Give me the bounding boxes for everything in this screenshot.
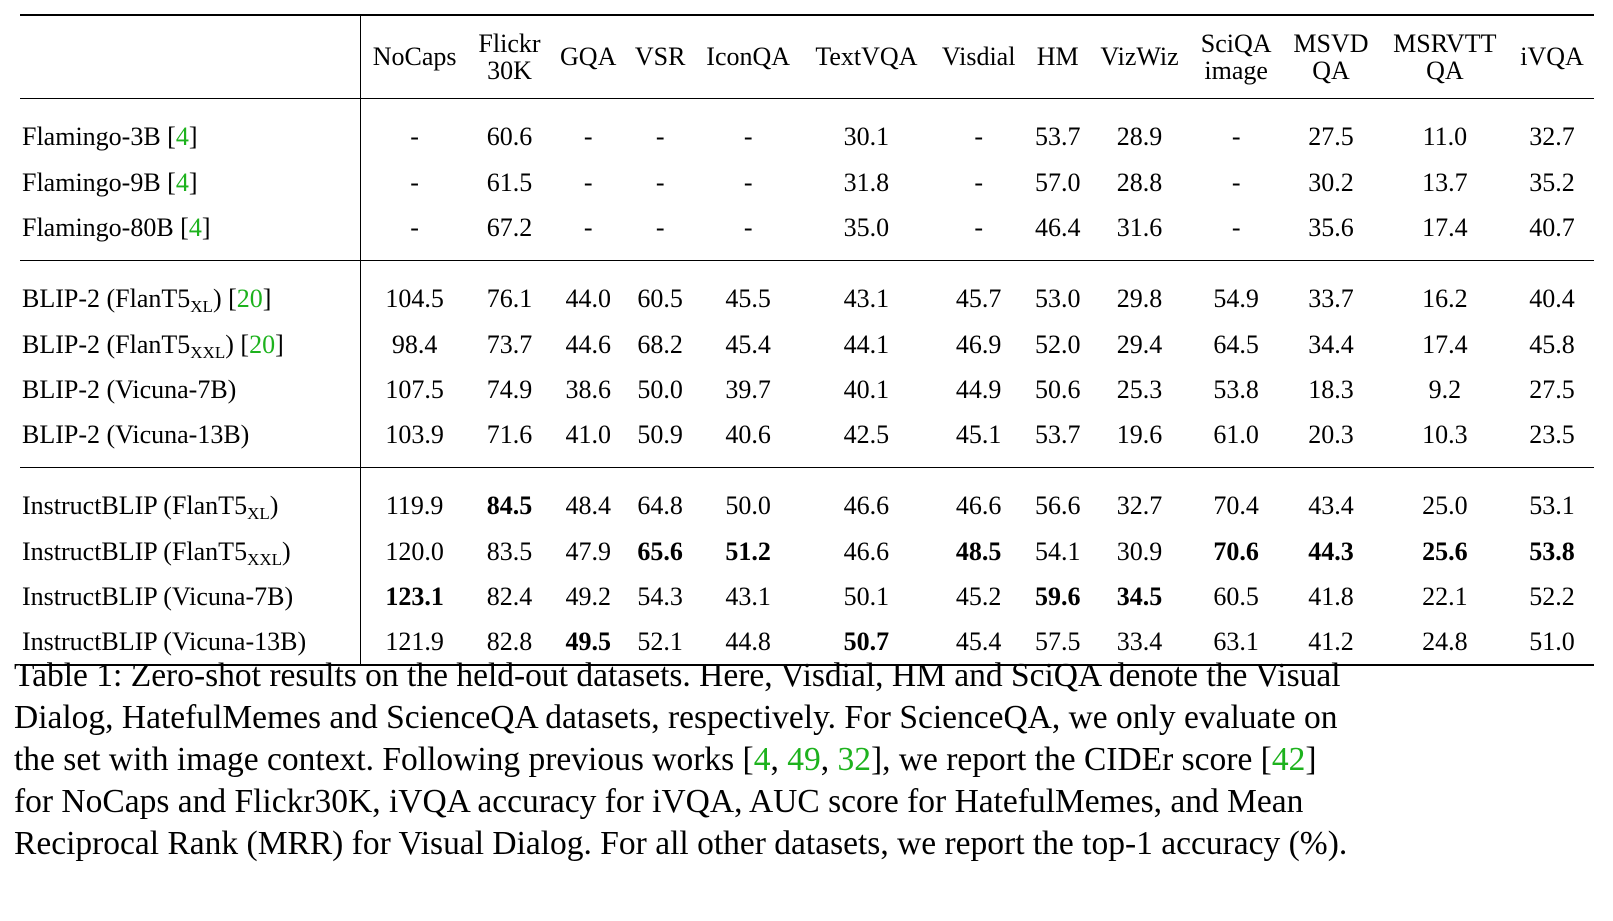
value-cell: 40.1 (843, 374, 890, 404)
column-header-label: iVQA (1520, 42, 1584, 72)
value-cell: 48.4 (565, 490, 611, 520)
value-cell: - (1190, 205, 1282, 261)
model-name: InstructBLIP (Vicuna-7B) (22, 581, 294, 611)
model-name-cell: Flamingo-3B [4] (20, 99, 360, 161)
model-name: BLIP-2 (Vicuna-13B) (22, 419, 250, 449)
value-cell: 28.8 (1116, 167, 1163, 197)
caption-text: ] (1305, 741, 1317, 778)
value-cell: - (360, 205, 468, 261)
model-name: InstructBLIP (FlanT5 (22, 536, 248, 566)
value-cell: 46.6 (843, 536, 890, 566)
value-cell: 73.7 (486, 329, 533, 359)
value-cell: - (974, 121, 983, 151)
value-cell: 25.0 (1422, 490, 1468, 520)
value-cell: - (743, 121, 753, 151)
column-header-label: Visdial (941, 42, 1016, 72)
column-header-label: TextVQA (815, 42, 918, 72)
value-cell: 41.0 (551, 412, 626, 468)
caption-text: for NoCaps and Flickr30K, iVQA accuracy for iVQA, AUC score for HatefulMemes, and Mean (14, 783, 1304, 820)
caption-text: ], we report the CIDEr score [ (870, 741, 1272, 778)
column-header-label: SciQA (1200, 28, 1272, 58)
value-cell: 43.1 (843, 283, 890, 313)
value-cell: 44.0 (565, 283, 611, 313)
citation-link[interactable]: 4 (175, 167, 189, 197)
citation-link[interactable]: 4 (188, 212, 202, 242)
value-cell: 54.3 (637, 581, 683, 611)
model-name: Flamingo-9B (22, 167, 161, 197)
table-row (20, 468, 1594, 530)
value-cell: 57.5 (1026, 619, 1089, 665)
value-cell: 53.7 (1026, 412, 1089, 468)
citation-link[interactable]: 20 (236, 283, 263, 313)
table-caption (14, 655, 1604, 865)
model-name-suffix: ) (212, 283, 222, 313)
value-cell: 56.6 (1034, 490, 1081, 520)
results-table (20, 14, 1594, 666)
column-header-label: IconQA (706, 42, 791, 72)
column-header-label: VizWiz (1100, 42, 1179, 72)
column-header (931, 15, 1026, 99)
value-cell: 24.8 (1380, 619, 1510, 665)
value-cell: 60.6 (486, 121, 533, 151)
value-cell: 50.1 (843, 581, 890, 611)
column-header-label-line2: QA (1426, 56, 1464, 85)
model-name-cell (20, 367, 360, 412)
caption-line (14, 823, 1604, 865)
value-cell: 28.9 (1116, 121, 1163, 151)
table-row (20, 322, 1594, 367)
value-cell: 84.5 (486, 490, 533, 520)
citation-link[interactable]: 42 (1271, 741, 1306, 778)
value-cell: 45.1 (931, 412, 1026, 468)
value-cell: 32.7 (1116, 490, 1163, 520)
value-cell: - (410, 167, 419, 197)
column-header-label: Flickr (478, 28, 541, 58)
value-cell: 46.4 (1026, 205, 1089, 261)
caption-text: Reciprocal Rank (MRR) for Visual Dialog. For all other datasets, we report the top-1 accuracy (%). (14, 825, 1348, 862)
value-cell: 83.5 (486, 536, 533, 566)
value-cell: 71.6 (468, 412, 550, 468)
column-header (694, 15, 801, 99)
model-name: InstructBLIP (FlanT5 (22, 490, 248, 520)
value-cell: 23.5 (1510, 412, 1594, 468)
value-cell: 82.4 (486, 581, 533, 611)
value-cell: 51.2 (725, 536, 771, 566)
column-header-label: GQA (560, 42, 617, 72)
value-cell: 104.5 (385, 283, 444, 313)
model-name-cell (20, 574, 360, 619)
value-cell: 19.6 (1089, 412, 1190, 468)
caption-line (14, 655, 1604, 697)
value-cell: 18.3 (1308, 374, 1354, 404)
value-cell: 35.6 (1282, 205, 1379, 261)
value-cell: 40.4 (1529, 283, 1575, 313)
value-cell: 45.5 (725, 283, 771, 313)
value-cell: 11.0 (1422, 121, 1468, 151)
citation-link[interactable]: 49 (787, 741, 821, 778)
results-table-container (20, 14, 1594, 666)
value-cell: 39.7 (725, 374, 771, 404)
value-cell: 61.0 (1190, 412, 1282, 468)
model-name: Flamingo-80B (22, 212, 174, 242)
value-cell: - (626, 205, 695, 261)
value-cell: 17.4 (1380, 205, 1510, 261)
value-cell: 67.2 (468, 205, 550, 261)
value-cell: - (551, 205, 626, 261)
model-name: BLIP-2 (FlanT5 (22, 283, 191, 313)
table-header-row (20, 15, 1594, 99)
value-cell: 64.5 (1213, 329, 1259, 359)
table-row (20, 412, 1594, 468)
value-cell: 123.1 (385, 581, 444, 611)
value-cell: 45.8 (1529, 329, 1575, 359)
value-cell: 25.3 (1116, 374, 1163, 404)
model-name-subscript: XL (247, 503, 270, 523)
value-cell: 107.5 (385, 374, 444, 404)
model-name: Flamingo-3B (22, 121, 161, 151)
value-cell: 45.7 (955, 283, 1002, 313)
value-cell: 42.5 (802, 412, 931, 468)
value-cell: - (974, 167, 983, 197)
value-cell: 33.7 (1308, 283, 1354, 313)
column-header-label: HM (1036, 42, 1079, 72)
value-cell: 53.0 (1034, 283, 1081, 313)
value-cell: 20.3 (1282, 412, 1379, 468)
value-cell: 45.4 (931, 619, 1026, 665)
value-cell: 40.7 (1510, 205, 1594, 261)
value-cell: 61.5 (486, 167, 533, 197)
model-name: BLIP-2 (FlanT5 (22, 329, 191, 359)
model-name-cell: BLIP-2 $(FlanT5_{XXL})$ [20] (20, 322, 360, 367)
model-name-cell (20, 468, 360, 530)
column-header-label-line2: QA (1312, 56, 1350, 85)
header-cell-model (20, 15, 360, 99)
value-cell: 59.6 (1034, 581, 1081, 611)
value-cell: 57.0 (1034, 167, 1081, 197)
caption-line (14, 697, 1604, 739)
value-cell: 43.1 (725, 581, 771, 611)
value-cell: 47.9 (565, 536, 611, 566)
column-header (360, 15, 468, 99)
value-cell: 70.6 (1213, 536, 1259, 566)
table-row (20, 205, 1594, 261)
value-cell: - (655, 121, 665, 151)
citation-link[interactable]: 4 (753, 741, 771, 778)
column-header (1380, 15, 1510, 99)
value-cell: - (743, 167, 753, 197)
column-header-label-line2: 30K (487, 56, 532, 85)
column-header (626, 15, 695, 99)
value-cell: 49.5 (551, 619, 626, 665)
table-row (20, 367, 1594, 412)
value-cell: - (655, 167, 665, 197)
value-cell: 46.6 (955, 490, 1002, 520)
column-header-label: NoCaps (372, 42, 457, 72)
value-cell: 34.4 (1308, 329, 1354, 359)
value-cell: 27.5 (1529, 374, 1575, 404)
value-cell: 68.2 (637, 329, 683, 359)
value-cell: 53.7 (1034, 121, 1081, 151)
caption-text: , (820, 741, 838, 778)
column-header (1026, 15, 1089, 99)
value-cell: 30.2 (1308, 167, 1354, 197)
column-header (551, 15, 626, 99)
value-cell: 31.8 (843, 167, 890, 197)
value-cell: 51.0 (1510, 619, 1594, 665)
model-name-suffix: ) (225, 329, 234, 359)
value-cell: 44.6 (565, 329, 611, 359)
value-cell: 50.9 (626, 412, 695, 468)
value-cell: 52.1 (626, 619, 695, 665)
table-row (20, 99, 1594, 161)
column-header-label: MSVD (1293, 28, 1369, 58)
value-cell: 54.9 (1213, 283, 1259, 313)
value-cell: 70.4 (1213, 490, 1259, 520)
value-cell: 120.0 (385, 536, 444, 566)
value-cell: 34.5 (1116, 581, 1163, 611)
value-cell: 60.5 (1213, 581, 1259, 611)
model-name-cell: Flamingo-9B [4] (20, 160, 360, 205)
value-cell: 53.8 (1213, 374, 1259, 404)
value-cell: - (410, 121, 419, 151)
model-name: InstructBLIP (Vicuna-13B) (22, 626, 307, 656)
value-cell: 29.8 (1116, 283, 1163, 313)
model-name-suffix: ) (282, 536, 291, 566)
column-header (1282, 15, 1379, 99)
table-row (20, 574, 1594, 619)
table-row (20, 529, 1594, 574)
citation-link[interactable]: 32 (837, 741, 871, 778)
column-header-label: VSR (634, 42, 686, 72)
value-cell: 44.9 (955, 374, 1002, 404)
value-cell: 33.4 (1089, 619, 1190, 665)
model-name-cell: BLIP-2 $(FlanT5_{XL})$ [20] (20, 261, 360, 323)
column-header (1190, 15, 1282, 99)
value-cell: - (1231, 167, 1241, 197)
value-cell: 46.9 (955, 329, 1002, 359)
value-cell: 10.3 (1380, 412, 1510, 468)
column-header-label: MSRVTT (1393, 28, 1497, 58)
value-cell: 38.6 (565, 374, 611, 404)
table-body (20, 99, 1594, 666)
value-cell: 41.2 (1282, 619, 1379, 665)
column-header (802, 15, 931, 99)
value-cell: 35.0 (802, 205, 931, 261)
value-cell: 82.8 (468, 619, 550, 665)
value-cell: 25.6 (1422, 536, 1468, 566)
value-cell: 44.8 (694, 619, 801, 665)
value-cell: 45.2 (955, 581, 1002, 611)
value-cell: 44.1 (843, 329, 890, 359)
value-cell: - (931, 205, 1026, 261)
caption-text: the set with image context. Following previous works [ (14, 741, 754, 778)
value-cell: 32.7 (1529, 121, 1575, 151)
value-cell: 98.4 (391, 329, 438, 359)
value-cell: 52.0 (1034, 329, 1081, 359)
value-cell: 65.6 (637, 536, 683, 566)
value-cell: 30.9 (1116, 536, 1163, 566)
value-cell: - (583, 121, 593, 151)
caption-text: Table 1: Zero-shot results on the held-out datasets. Here, Visdial, HM and SciQA denote the Visual (14, 657, 1341, 694)
value-cell: 76.1 (486, 283, 533, 313)
value-cell: 13.7 (1422, 167, 1468, 197)
value-cell: 121.9 (360, 619, 468, 665)
model-name-subscript: XL (190, 296, 213, 316)
caption-line (14, 739, 1604, 781)
model-name-suffix: ) (269, 490, 279, 520)
value-cell: 103.9 (360, 412, 468, 468)
model-name-cell: Flamingo-80B [4] (20, 205, 360, 261)
value-cell: 119.9 (385, 490, 444, 520)
column-header-label-line2: image (1204, 56, 1268, 85)
model-name: BLIP-2 (Vicuna-7B) (22, 374, 237, 404)
model-name-subscript: XXL (190, 342, 226, 362)
value-cell: 17.4 (1422, 329, 1468, 359)
value-cell: 9.2 (1428, 374, 1462, 404)
column-header (1089, 15, 1190, 99)
value-cell: 43.4 (1308, 490, 1354, 520)
value-cell: 50.6 (1034, 374, 1081, 404)
value-cell: 54.1 (1034, 536, 1081, 566)
column-header (1510, 15, 1594, 99)
table-row (20, 160, 1594, 205)
value-cell: 53.8 (1529, 536, 1575, 566)
value-cell: 50.0 (637, 374, 683, 404)
value-cell: - (583, 167, 593, 197)
citation-link[interactable]: 20 (249, 329, 276, 359)
caption-text: Dialog, HatefulMemes and ScienceQA datasets, respectively. For ScienceQA, we only evaluate on (14, 699, 1338, 736)
value-cell: - (694, 205, 801, 261)
caption-line (14, 781, 1604, 823)
value-cell: 30.1 (843, 121, 890, 151)
value-cell: 64.8 (637, 490, 683, 520)
citation-link[interactable]: 4 (175, 121, 189, 151)
model-name-cell (20, 412, 360, 468)
value-cell: 74.9 (486, 374, 533, 404)
value-cell: 63.1 (1190, 619, 1282, 665)
value-cell: 41.8 (1308, 581, 1354, 611)
value-cell: 29.4 (1116, 329, 1163, 359)
value-cell: 40.6 (694, 412, 801, 468)
value-cell: 22.1 (1422, 581, 1468, 611)
table-row (20, 261, 1594, 323)
model-name-cell (20, 529, 360, 574)
value-cell: 48.5 (955, 536, 1002, 566)
caption-text: , (770, 741, 788, 778)
value-cell: 16.2 (1422, 283, 1468, 313)
value-cell: 53.1 (1529, 490, 1575, 520)
value-cell: 35.2 (1529, 167, 1575, 197)
value-cell: 45.4 (725, 329, 771, 359)
value-cell: 49.2 (565, 581, 611, 611)
value-cell: 50.0 (725, 490, 771, 520)
value-cell: 44.3 (1308, 536, 1354, 566)
value-cell: 31.6 (1089, 205, 1190, 261)
value-cell: 46.6 (843, 490, 890, 520)
value-cell: 27.5 (1308, 121, 1354, 151)
value-cell: 50.7 (802, 619, 931, 665)
value-cell: - (1231, 121, 1241, 151)
model-name-subscript: XXL (247, 549, 283, 569)
value-cell: 52.2 (1529, 581, 1575, 611)
column-header (468, 15, 550, 99)
value-cell: 60.5 (637, 283, 683, 313)
